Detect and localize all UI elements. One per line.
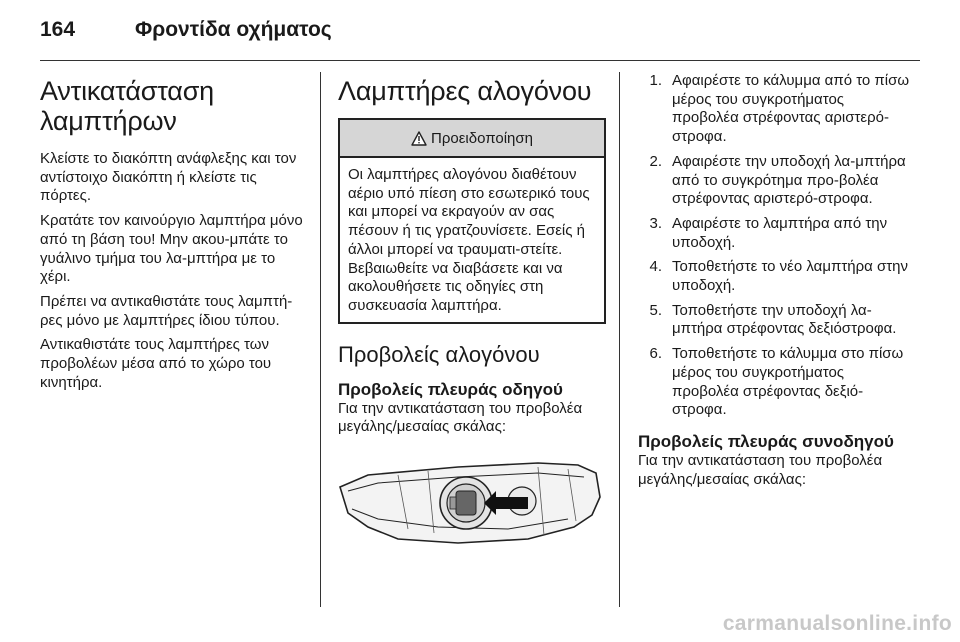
header-rule [40, 60, 920, 61]
step-item [638, 72, 910, 147]
headlamp-assembly-image [338, 457, 606, 547]
step-text: Τοποθετήστε το κάλυμμα στο πίσω μέρος του συγκροτήματος προβολέα στρέφοντας δεξιό-στροφα. [672, 345, 904, 419]
step-number: 5. [649, 301, 662, 319]
warning-title: Προειδοποίηση [431, 129, 533, 147]
step-text: Αφαιρέστε το κάλυμμα από το πίσω μέρος του συγκροτήματος προβολέα στρέφοντας αριστερό-στροφα. [672, 72, 910, 146]
page-header [40, 18, 920, 48]
column-3 [638, 72, 910, 495]
step-text: Τοποθετήστε την υποδοχή λα-μπτήρα στρέφοντας δεξιόστροφα. [672, 301, 897, 338]
warning-text: Οι λαμπτήρες αλογόνου διαθέτουν αέριο υπό πίεση στο εσωτερικό τους και μπορεί να εκραγούν αν σας πέσουν ή τις γρατζουνίσετε. Εσείς ή άλλοι μπορεί να τραυματι-στείτε. Βεβαιωθείτε να διαβάσετε και να ακολουθήσετε τις οδηγίες στη συσκευασία λαμπτήρα. [348, 166, 590, 314]
page-heading-line-1: Αντικατάσταση [40, 76, 214, 106]
warning-box [338, 118, 606, 324]
driver-side-text: Για την αντικατάσταση του προβολέα μεγάλης/μεσαίας σκάλας: [338, 399, 583, 436]
step-number: 4. [649, 258, 662, 276]
step-item [638, 258, 910, 295]
step-text: Τοποθετήστε το νέο λαμπτήρα στην υποδοχή. [672, 258, 908, 295]
section-heading: Λαμπτήρες αλογόνου [338, 76, 592, 106]
step-number: 2. [649, 152, 662, 170]
step-item [638, 345, 910, 420]
column-1 [40, 72, 308, 398]
column-divider [320, 72, 321, 607]
steps-list [638, 72, 910, 420]
subsection-heading: Προβολείς αλογόνου [338, 341, 540, 367]
paragraph: Πρέπει να αντικαθιστάτε τους λαμπτή-ρες μόνο με λαμπτήρες ίδιου τύπου. [40, 292, 293, 329]
headlamp-illustration [338, 457, 606, 552]
driver-side-heading: Προβολείς πλευράς οδηγού [338, 379, 563, 399]
warning-body [340, 158, 604, 322]
step-item [638, 302, 910, 339]
warning-header [340, 120, 604, 158]
step-number: 3. [649, 214, 662, 232]
section-title: Φροντίδα οχήματος [135, 18, 332, 41]
step-item [638, 215, 910, 252]
paragraph: Κλείστε το διακόπτη ανάφλεξης και τον αντίστοιχο διακόπτη ή κλείστε τις πόρτες. [40, 150, 297, 205]
warning-icon [411, 131, 427, 146]
watermark-url: carmanualsonline.info [722, 612, 952, 635]
page-heading [40, 76, 308, 136]
passenger-side-heading: Προβολείς πλευράς συνοδηγού [638, 431, 894, 451]
step-item [638, 153, 910, 209]
column-2 [338, 72, 606, 552]
page-number: 164 [40, 18, 76, 41]
page-heading-line-2: λαμπτήρων [40, 106, 177, 136]
step-text: Αφαιρέστε το λαμπτήρα από την υποδοχή. [672, 214, 888, 251]
step-number: 1. [649, 72, 662, 89]
step-text: Αφαιρέστε την υποδοχή λα-μπτήρα από το συγκρότημα προ-βολέα στρέφοντας αριστερό-στροφα. [672, 152, 906, 208]
paragraph: Κρατάτε τον καινούργιο λαμπτήρα μόνο από τη βάση του! Μην ακου-μπάτε το γυάλινο τμήμα του λα-μπτήρα με το χέρι. [40, 212, 303, 286]
column-divider [619, 72, 620, 607]
paragraph: Αντικαθιστάτε τους λαμπτήρες των προβολέων μέσα από το χώρο του κινητήρα. [40, 336, 272, 391]
step-number: 6. [649, 345, 662, 363]
passenger-side-text: Για την αντικατάσταση του προβολέα μεγάλης/μεσαίας σκάλας: [638, 451, 883, 488]
